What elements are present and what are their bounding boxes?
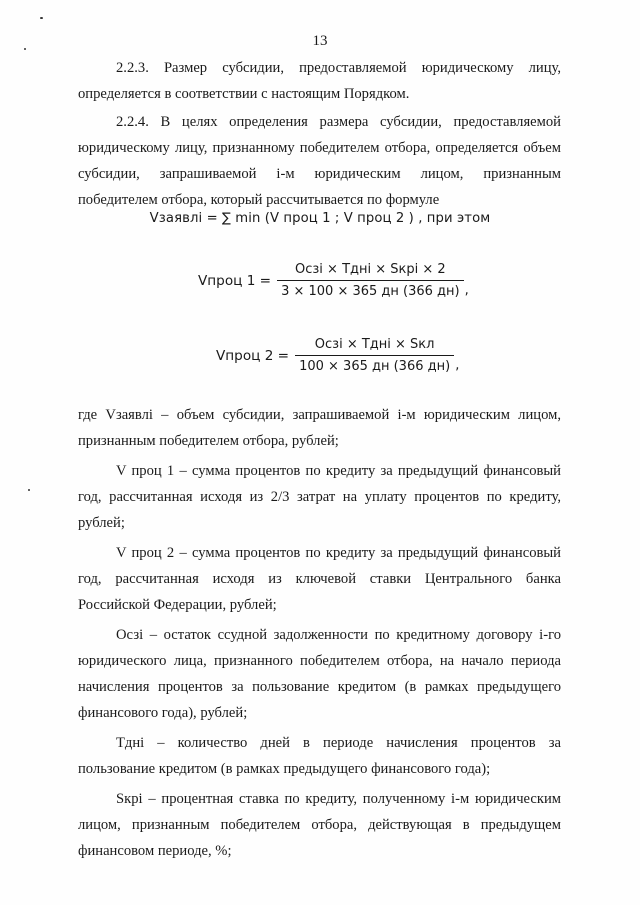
formula-vproc1-denominator: 3 × 100 × 365 дн (366 дн) — [277, 280, 464, 299]
formula-vproc2-denominator: 100 × 365 дн (366 дн) — [295, 355, 454, 374]
definition-oszi: Осзi – остаток ссудной задолженности по кредитному договору i-го юридического лица, признанного победителем отбора, на начало периода начисления процентов за пользование кредитом (в рамках предыдущего финансового года), рублей; — [78, 627, 561, 721]
formula-vproc1-comma: , — [464, 283, 469, 298]
formula-vproc1-lhs: Vпроц 1 = — [198, 272, 272, 289]
top-text-block — [78, 55, 561, 213]
definition-vproc2: V проц 2 – сумма процентов по кредиту за предыдущий финансовый год, рассчитанная исходя из ключевой ставки Центрального банка Российской Федерации, рублей; — [78, 545, 561, 613]
definition-vproc1: V проц 1 – сумма процентов по кредиту за предыдущий финансовый год, рассчитанная исходя из 2/3 затрат на уплату процентов по кредиту, рублей; — [78, 463, 561, 531]
scan-speck — [28, 489, 30, 491]
definition-skri: Sкрi – процентная ставка по кредиту, полученному i-м юридическим лицом, признанным победителем отбора, действующая в предыдущем финансовом периоде, %; — [78, 791, 561, 859]
page-number: 13 — [312, 33, 328, 49]
formula-vproc2-lhs: Vпроц 2 = — [216, 347, 290, 364]
definition-vzayavl: где Vзаявлi – объем субсидии, запрашиваемой i-м юридическим лицом, признанным победителем отбора, рублей; — [78, 407, 561, 449]
formula-vproc2-comma: , — [455, 358, 460, 373]
formula-vproc2-fraction — [295, 337, 454, 374]
formula-vproc1-numerator: Осзi × Tднi × Sкрi × 2 — [295, 262, 446, 277]
definitions-block — [78, 402, 561, 864]
formula-vproc1-fraction — [277, 262, 464, 299]
formula-main: Vзаявлi = ∑ min (V проц 1 ; V проц 2 ) , при этом — [149, 211, 491, 226]
paragraph-2-2-4: 2.2.4. В целях определения размера субсидии, предоставляемой юридическому лицу, признанному победителем отбора, определяется объем субсидии, запрашиваемой i-м юридическим лицом, признанным победителем отбора, который рассчитывается по формуле — [78, 114, 561, 208]
formula-vproc2 — [216, 337, 459, 374]
formula-vproc1 — [198, 262, 469, 299]
definition-tdni: Tднi – количество дней в периоде начисления процентов за пользование кредитом (в рамках предыдущего финансового года); — [78, 735, 561, 777]
formula-vproc2-numerator: Осзi × Tднi × Sкл — [314, 337, 435, 352]
scan-speck — [40, 17, 43, 19]
paragraph-2-2-3: 2.2.3. Размер субсидии, предоставляемой юридическому лицу, определяется в соответствии с настоящим Порядком. — [78, 60, 561, 102]
